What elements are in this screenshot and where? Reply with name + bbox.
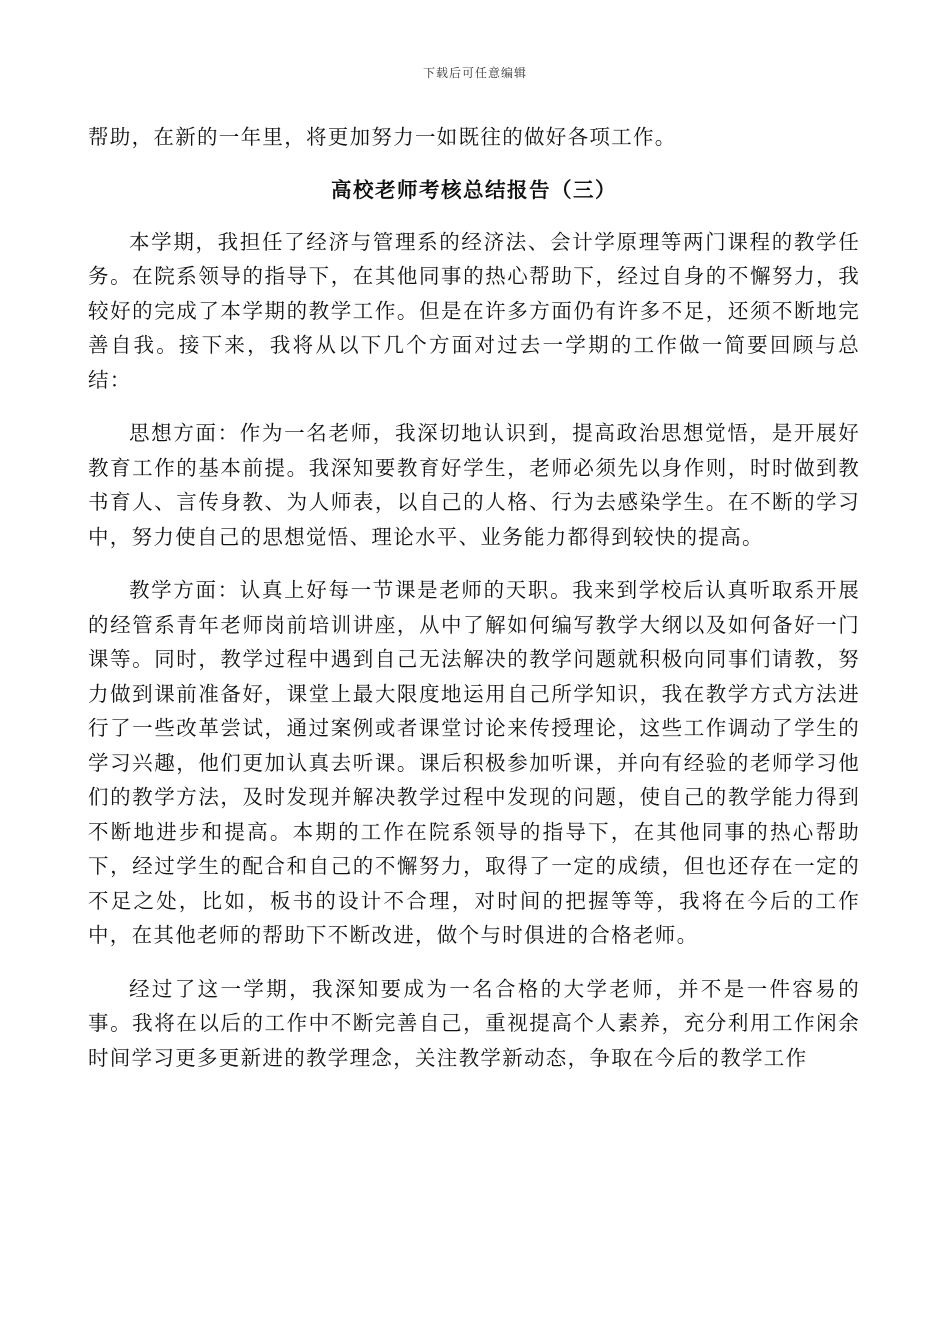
carryover-paragraph: 帮助，在新的一年里，将更加努力一如既往的做好各项工作。 <box>88 125 677 149</box>
paragraph-conclusion: 经过了这一学期，我深知要成为一名合格的大学老师，并不是一件容易的事。我将在以后的工作中不断完善自己，重视提高个人素养，充分利用工作闲余时间学习更多更新进的教学理念，关注教学新动态，争取在今后的教学工作 <box>88 976 860 1070</box>
paragraph-ideology: 思想方面：作为一名老师，我深切地认识到，提高政治思想觉悟，是开展好教育工作的基本前提。我深知要教育好学生，老师必须先以身作则，时时做到教书育人、言传身教、为人师表，以自己的人格、行为去感染学生。在不断的学习中，努力使自己的思想觉悟、理论水平、业务能力都得到较快的提高。 <box>88 421 860 549</box>
paragraph-intro: 本学期，我担任了经济与管理系的经济法、会计学原理等两门课程的教学任务。在院系领导的指导下，在其他同事的热心帮助下，经过自身的不懈努力，我较好的完成了本学期的教学工作。但是在许多方面仍有许多不足，还须不断地完善自我。接下来，我将从以下几个方面对过去一学期的工作做一简要回顾与总结： <box>88 229 860 392</box>
page-header-note: 下载后可任意编辑 <box>422 66 527 80</box>
paragraph-teaching: 教学方面：认真上好每一节课是老师的天职。我来到学校后认真听取系开展的经管系青年老师岗前培训讲座，从中了解如何编写教学大纲以及如何备好一门课等。同时，教学过程中遇到自己无法解决的教学问题就积极向同事们请教，努力做到课前准备好，课堂上最大限度地运用自己所学知识，我在教学方式方法进行了一些改革尝试，通过案例或者课堂讨论来传授理论，这些工作调动了学生的学习兴趣，他们更加认真去听课。课后积极参加听课，并向有经验的老师学习他们的教学方法，及时发现并解决教学过程中发现的问题，使自己的教学能力得到不断地进步和提高。本期的工作在院系领导的指导下，在其他同事的热心帮助下，经过学生的配合和自己的不懈努力，取得了一定的成绩，但也还存在一定的不足之处，比如，板书的设计不合理，对时间的把握等等，我将在今后的工作中，在其他老师的帮助下不断改进，做个与时俱进的合格老师。 <box>88 578 860 947</box>
document-body <box>88 120 860 1075</box>
document-title: 高校老师考核总结报告（三） <box>331 177 617 202</box>
